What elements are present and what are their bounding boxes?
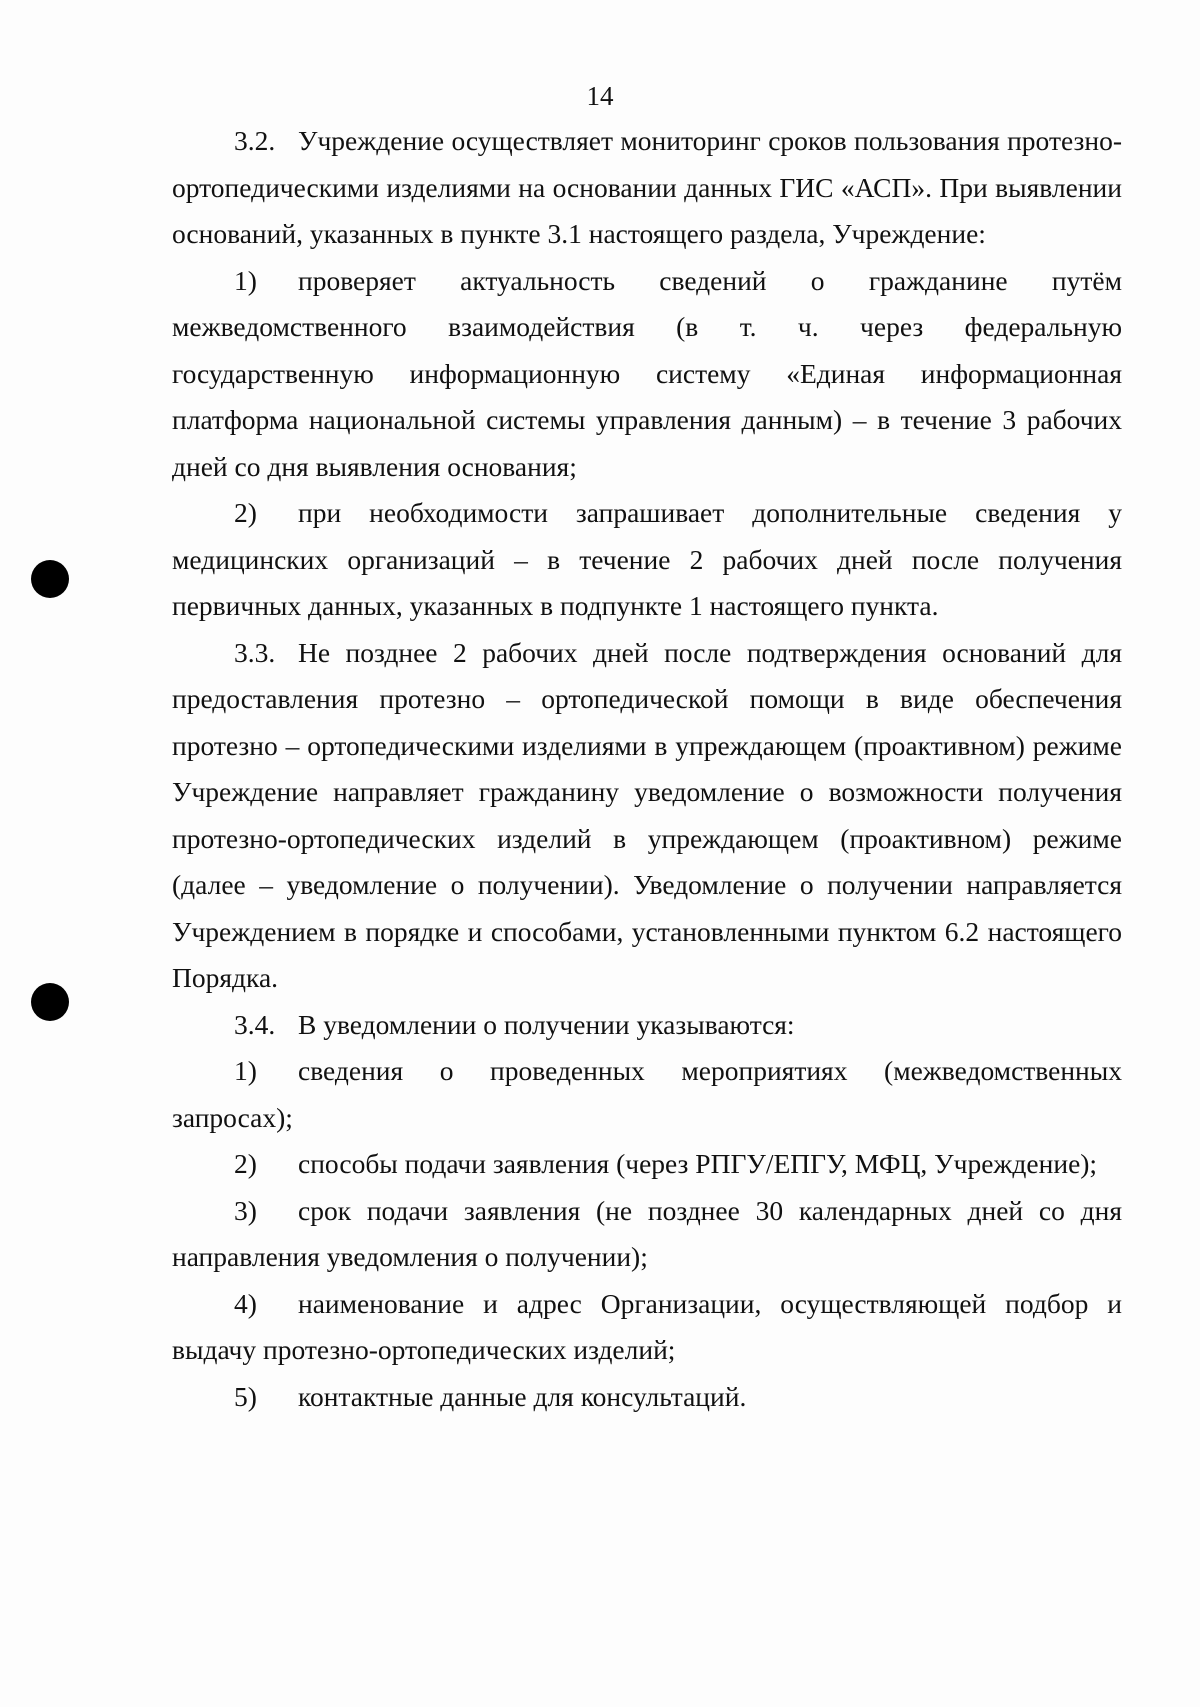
- list-item-text: способы подачи заявления (через РПГУ/ЕПГУ, МФЦ, Учреждение);: [298, 1148, 1098, 1179]
- list-item-number: 1): [234, 1055, 257, 1086]
- list-item: [172, 1281, 1122, 1374]
- list-item-number: 2): [234, 497, 257, 528]
- list-item-text: сведения о проведенных мероприятиях (межведомственных запросах);: [172, 1055, 1122, 1133]
- paragraph-text: Не позднее 2 рабочих дней после подтверждения оснований для предоставления протезно – ортопедической помощи в виде обеспечения протезно – ортопедическими изделиями в упреждающем (проактивном) режиме Учреждение направляет гражданину уведомление о возможности получения протезно-ортопедических изделий в упреждающем (проактивном) режиме (далее – уведомление о получении). Уведомление о получении направляется Учреждением в порядке и способами, установленными пунктом 6.2 настоящего Порядка.: [172, 636, 1122, 993]
- paragraph-3-3: [172, 630, 1122, 1002]
- paragraph-3-4: [172, 1002, 1122, 1049]
- binder-hole-icon: [31, 560, 69, 598]
- paragraph-number: 3.4.: [234, 1008, 276, 1040]
- list-item: [172, 1374, 1122, 1421]
- list-item: [172, 1048, 1122, 1141]
- list-item-number: 4): [234, 1287, 257, 1319]
- list-item: [172, 1188, 1122, 1281]
- list-item-text: проверяет актуальность сведений о гражданине путём межведомственного взаимодействия (в т. ч. через федеральную государственную информационную систему «Единая информационная платформа национальной системы управления данным) – в течение 3 рабочих дней со дня выявления основания;: [172, 264, 1122, 482]
- paragraph-number: 3.2.: [234, 125, 276, 156]
- list-item-number: 2): [234, 1148, 257, 1179]
- list-item-text: при необходимости запрашивает дополнительные сведения у медицинских организаций – в течение 2 рабочих дней после получения первичных данных, указанных в подпункте 1 настоящего пункта.: [172, 497, 1122, 621]
- paragraph-number: 3.3.: [234, 636, 276, 668]
- list-item-text: контактные данные для консультаций.: [298, 1380, 747, 1412]
- paragraph-3-2: [172, 118, 1122, 258]
- binder-hole-icon: [31, 983, 69, 1021]
- paragraph-text: В уведомлении о получении указываются:: [298, 1008, 795, 1040]
- list-item-number: 1): [234, 264, 257, 296]
- list-item-text: наименование и адрес Организации, осуществляющей подбор и выдачу протезно-ортопедических изделий;: [172, 1287, 1122, 1365]
- list-item-number: 3): [234, 1194, 257, 1226]
- paragraph-text: Учреждение осуществляет мониторинг сроков пользования протезно-ортопедическими изделиями на основании данных ГИС «АСП». При выявлении оснований, указанных в пункте 3.1 настоящего раздела, Учреждение:: [172, 125, 1122, 249]
- list-item: [172, 258, 1122, 491]
- list-item-text: срок подачи заявления (не позднее 30 календарных дней со дня направления уведомления о получении);: [172, 1194, 1122, 1272]
- list-item: [172, 1141, 1122, 1188]
- page-number: 14: [586, 81, 614, 111]
- document-body: [172, 118, 1122, 1420]
- list-item-number: 5): [234, 1380, 257, 1412]
- list-item: [172, 490, 1122, 630]
